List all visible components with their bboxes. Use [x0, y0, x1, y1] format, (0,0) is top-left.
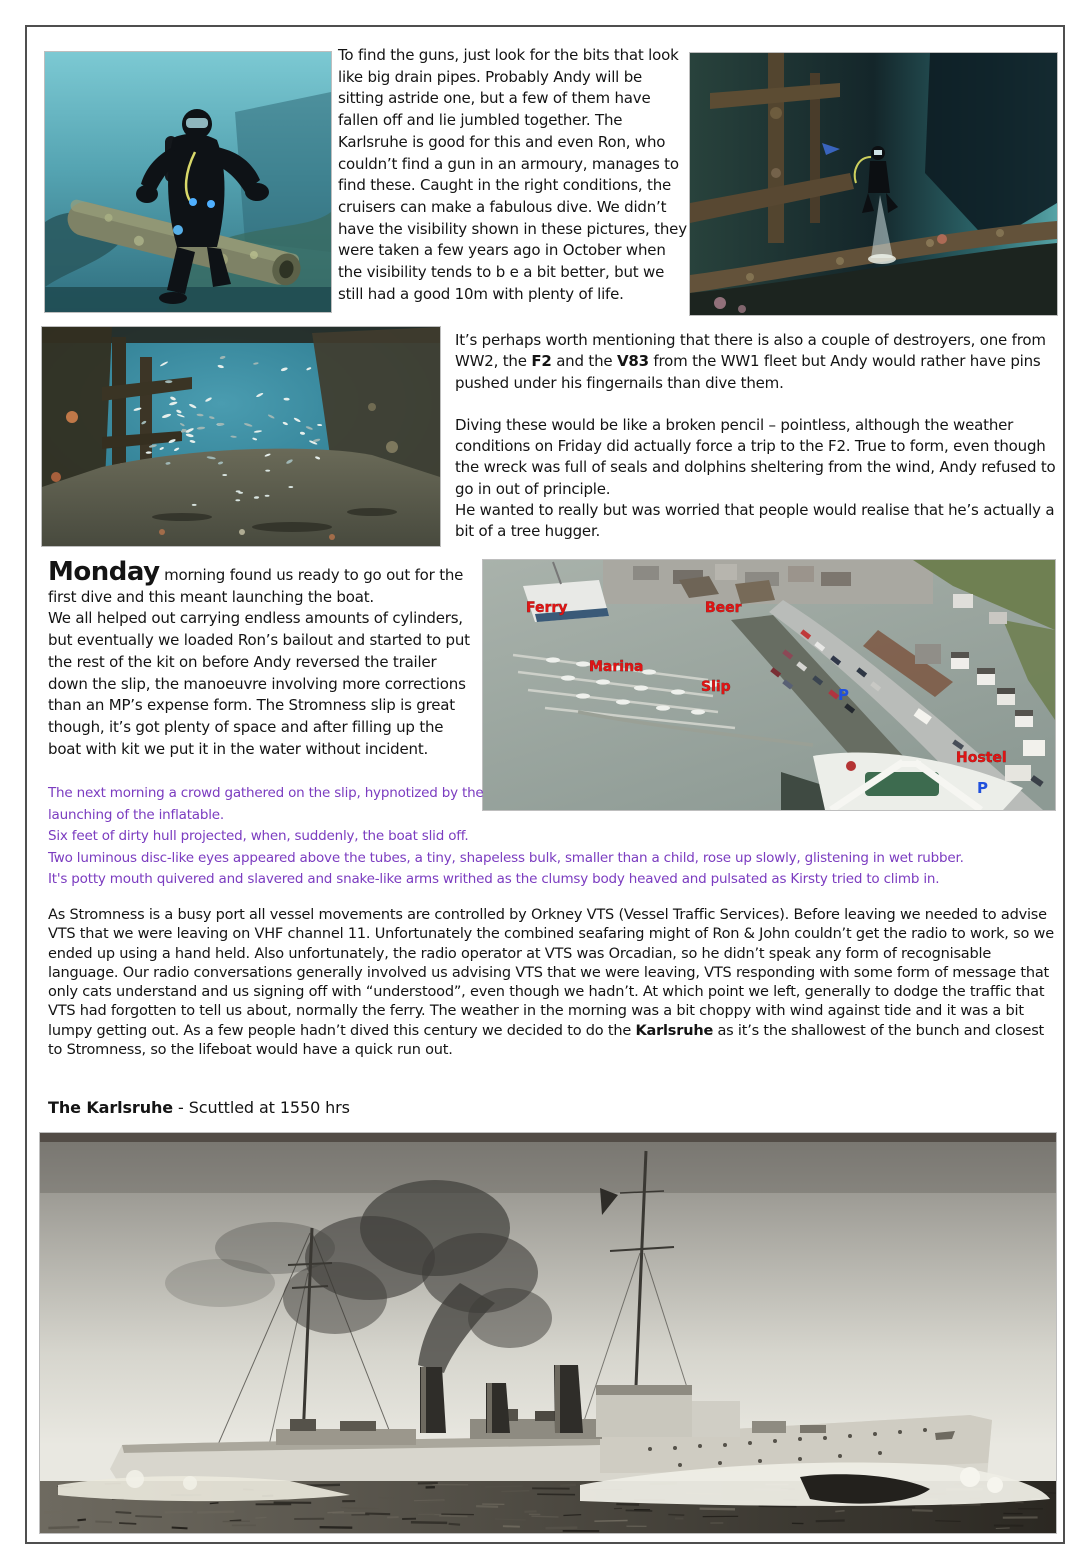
label-parking-2: P	[977, 779, 988, 797]
heading-dash: -	[173, 1098, 189, 1117]
photo-karlsruhe-historic	[40, 1133, 1056, 1533]
vts-text-b: as it’s the shallowest of the bunch and closest to Stromness, so the lifeboat would have a quick run out.	[48, 1022, 1045, 1059]
launch-story-line1: The next morning a crowd gathered on the slip, hypnotized by the launching of the inflatable.	[48, 785, 484, 823]
destroyers-text-b: and the	[551, 352, 617, 371]
label-hostel: Hostel	[956, 750, 1007, 766]
label-ferry: Ferry	[526, 600, 568, 616]
karlsruhe-ship-illustration	[40, 1133, 1056, 1533]
intro-paragraph	[338, 45, 692, 305]
karlsruhe-name: Karlsruhe	[635, 1022, 714, 1039]
tree-hugger-paragraph: He wanted to really but was worried that people would realise that he’s actually a bit of a tree hugger.	[455, 501, 1055, 541]
stromness-aerial-illustration	[483, 560, 1055, 810]
launch-story	[48, 783, 1060, 891]
label-slip: Slip	[701, 679, 731, 695]
wreck-diver-illustration	[690, 53, 1057, 315]
destroyers-text-a: It’s perhaps worth mentioning that there is also a couple of destroyers, one from WW2, the	[455, 331, 1046, 371]
broken-pencil-paragraph: Diving these would be like a broken pencil – pointless, although the weather conditions on Friday did actually force a trip to the F2. True to form, even though the wreck was full of seals and dolphins sheltering from the wind, Andy refused to go in out of principle.	[455, 415, 1056, 498]
destroyers-text-c: from the WW1 fleet but Andy would rather have pins pushed under his fingernails than dive them.	[455, 352, 1041, 392]
photo-wreck-interior	[42, 327, 440, 546]
launch-story-line3: Two luminous disc-like eyes appeared above the tubes, a tiny, shapeless bulk, smaller than a child, rose up slowly, glistening in wet rubber.	[48, 849, 964, 866]
vts-text-a: As Stromness is a busy port all vessel movements are controlled by Orkney VTS (Vessel Traffic Services). Before leaving we needed to advise VTS that we were leaving on VHF channel 11. Unfortunately the combined seafaring might of Ron & John couldn’t get the radio to work, so we ended up using a hand held. Also unfortunately, the radio operator at VTS was Orcadian, so he didn’t speak any form of recognisable language. Our radio conversations generally involved us advising VTS that we were leaving, VTS responding with some form of message that only cats understand and us signing off with “understood”, even though we hadn’t. At which point we left, generally to dodge the traffic that VTS had forgotten to tell us about, normally the ferry. The weather in the morning was a bit choppy with wind against tide and it was a bit lumpy getting out. As a few people hadn’t dived this century we decided to do the	[48, 907, 1054, 1039]
photo-diver-on-gun	[45, 52, 331, 312]
monday-section	[48, 557, 478, 760]
f2-name: F2	[531, 352, 552, 371]
diver-on-gun-illustration	[45, 52, 331, 312]
heading-subtitle: Scuttled at 1550 hrs	[188, 1098, 350, 1117]
intro-text: To find the guns, just look for the bits that look like big drain pipes. Probably Andy will be sitting astride one, but a few of them have fallen off and lie jumbled together. The Karlsruhe is good for this and even Ron, who couldn’t find a gun in an armoury, manages to find these. Caught in the right conditions, the cruisers can make a fabulous dive. We didn’t have the visibility shown in these pictures, they were taken a few years ago in October when the visibility tends to b e a bit better, but we still had a good 10m with plenty of life.	[338, 46, 687, 303]
label-marina: Marina	[589, 659, 644, 675]
monday-word: Monday	[48, 557, 160, 587]
launch-story-line2: Six feet of dirty hull projected, when, suddenly, the boat slid off.	[48, 828, 469, 844]
v83-name: V83	[616, 352, 649, 371]
vts-paragraph	[48, 906, 1062, 1060]
label-beer: Beer	[705, 600, 742, 616]
label-parking-1: P	[838, 686, 849, 704]
heading-ship-name: The Karlsruhe	[48, 1098, 174, 1117]
monday-lead: morning found us ready to go out for the first dive and this meant launching the boat.	[48, 566, 464, 606]
far-town	[603, 560, 933, 604]
launch-story-line4: It's potty mouth quivered and slavered and snake-like arms writhed as the clumsy body heaved and pulsated as Kirsty tried to climb in.	[48, 871, 940, 887]
photo-stromness-aerial	[483, 560, 1055, 810]
photo-wreck-diver	[690, 53, 1057, 315]
karlsruhe-heading	[48, 1098, 350, 1117]
monday-body: We all helped out carrying endless amounts of cylinders, but eventually we loaded Ron’s bailout and started to put the rest of the kit on before Andy reversed the trailer down the slip, the manoeuvre involving more corrections than an MP’s expense form. The Stromness slip is great though, it’s got plenty of space and after filling up the boat with kit we put it in the water without incident.	[48, 609, 470, 758]
destroyers-paragraphs	[455, 330, 1061, 543]
wreck-interior-illustration	[42, 327, 440, 546]
